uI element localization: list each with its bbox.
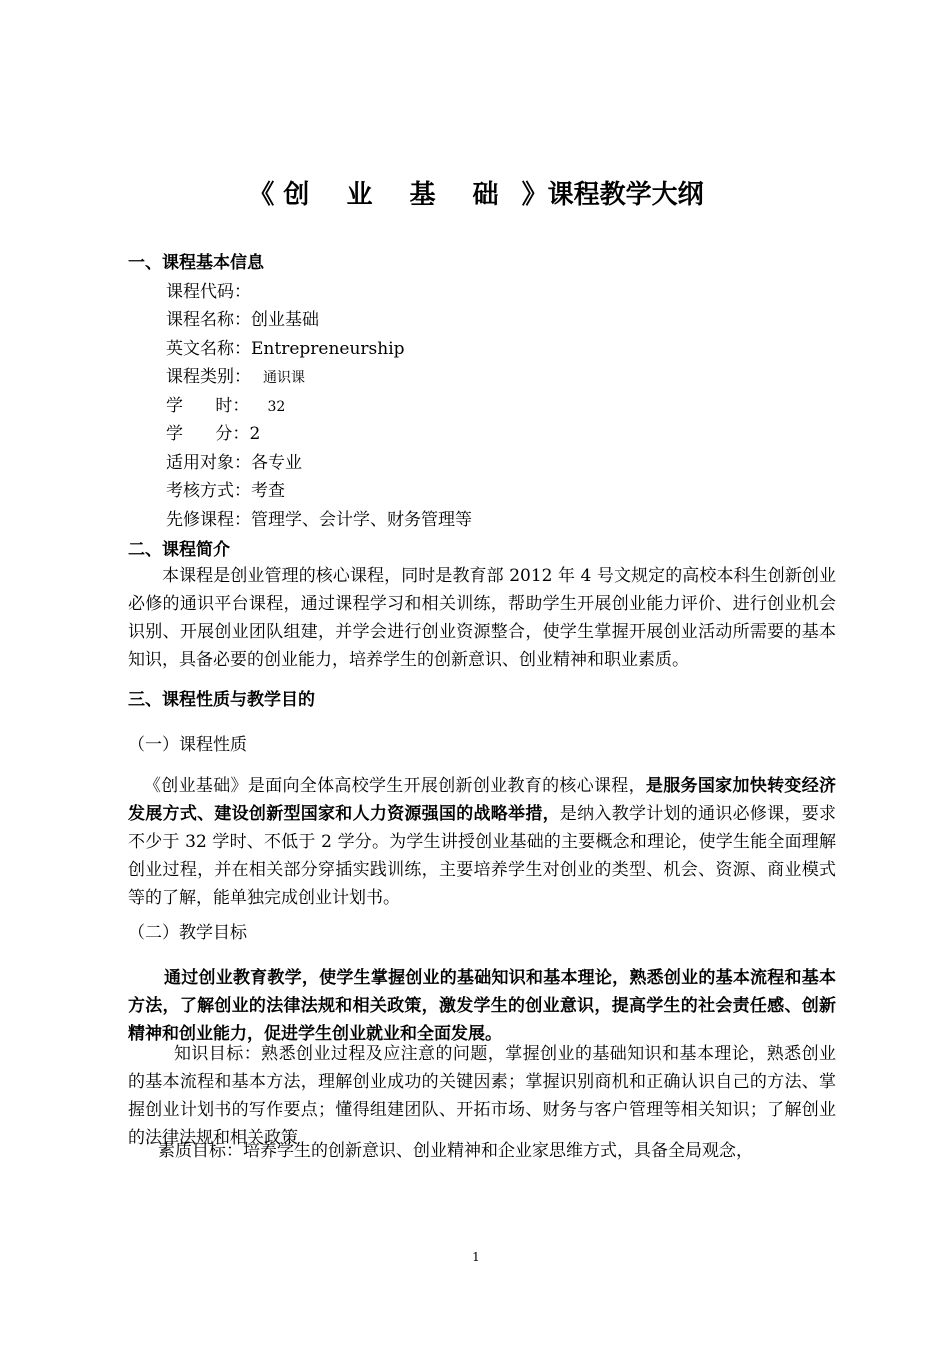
info-label: 考核方式： [166,481,251,501]
info-row-english-name [166,335,876,363]
info-row-course-name [166,306,876,334]
nature-paragraph [128,772,836,912]
title-right-mark: 》 [521,180,548,210]
nature-text-before: 《创业基础》是面向全体高校学生开展创新创业教育的核心课程， [144,776,646,796]
info-row-course-code [166,278,876,306]
info-row-audience [166,449,876,477]
info-label: 英文名称： [166,339,251,359]
info-row-hours [166,392,876,421]
info-row-prerequisites [166,506,876,534]
title-course-name: 创 业 基 础 [283,180,513,210]
knowledge-goal-paragraph: 知识目标：熟悉创业过程及应注意的问题，掌握创业的基础知识和基本理论，熟悉创业的基本流程和基本方法，理解创业成功的关键因素；掌握识别商机和正确认识自己的方法、掌握创业计划书的写作要点；懂得组建团队、开拓市场、财务与客户管理等相关知识；了解创业的法律法规和相关政策 [128,1044,836,1148]
info-label: 学 分： [166,424,250,444]
section-heading-nature-purpose: 三、课程性质与教学目的 [128,690,315,710]
info-value: 创业基础 [251,310,319,330]
title-left-mark: 《 [248,180,275,210]
info-value: 考查 [251,481,285,501]
nature-text-after: 是纳入教学计划的通识必修课，要求不少于 32 学时、不低于 2 学分。为学生讲授创业基础的主要概念和理论，使学生能全面理解创业过程，并在相关部分穿插实践训练，主要培养学生对创业的类型、机会、资源、商业模式等的了解，能单独完成创业计划书。 [128,804,836,908]
info-value: 各专业 [251,453,302,473]
page-title [0,172,952,218]
page-number: 1 [472,1250,480,1264]
title-rest: 课程教学大纲 [547,180,704,210]
info-label: 适用对象： [166,453,251,473]
info-label: 先修课程： [166,510,251,530]
goal-paragraph: 通过创业教育教学，使学生掌握创业的基础知识和基本理论，熟悉创业的基本流程和基本方法，了解创业的法律法规和相关政策，激发学生的创业意识，提高学生的社会责任感、创新精神和创业能力，促进学生创业就业和全面发展。 [128,968,836,1044]
info-label: 课程名称： [166,310,251,330]
section-heading-basic-info: 一、课程基本信息 [128,253,264,273]
info-row-credits [166,420,876,448]
info-value: Entrepreneurship [251,339,405,359]
info-value: 通识课 [263,370,305,386]
info-label: 课程代码： [166,282,251,302]
info-value: 2 [249,424,261,444]
subheading-course-nature: （一）课程性质 [128,735,247,755]
subheading-teaching-goals: （二）教学目标 [128,923,247,943]
nature-text-bold: 是服务国家加快转变经济发展方式、建设创新型国家和人力资源强国的战略举措， [128,776,836,824]
quality-goal-paragraph: 素质目标：培养学生的创新意识、创业精神和企业家思维方式，具备全局观念， [158,1141,753,1161]
info-row-course-type [166,363,876,392]
info-value: 管理学、会计学、财务管理等 [251,510,472,530]
intro-paragraph: 本课程是创业管理的核心课程，同时是教育部 2012 年 4 号文规定的高校本科生创新创业必修的通识平台课程，通过课程学习和相关训练，帮助学生开展创业能力评价、进行创业机会识别、开展创业团队组建，并学会进行创业资源整合，使学生掌握开展创业活动所需要的基本知识，具备必要的创业能力，培养学生的创新意识、创业精神和职业素质。 [128,566,836,670]
info-value: 32 [267,399,286,415]
info-label: 学 时： [166,396,250,416]
info-row-assessment [166,477,876,505]
info-label: 课程类别： [166,367,251,387]
section-heading-intro: 二、课程简介 [128,540,230,560]
